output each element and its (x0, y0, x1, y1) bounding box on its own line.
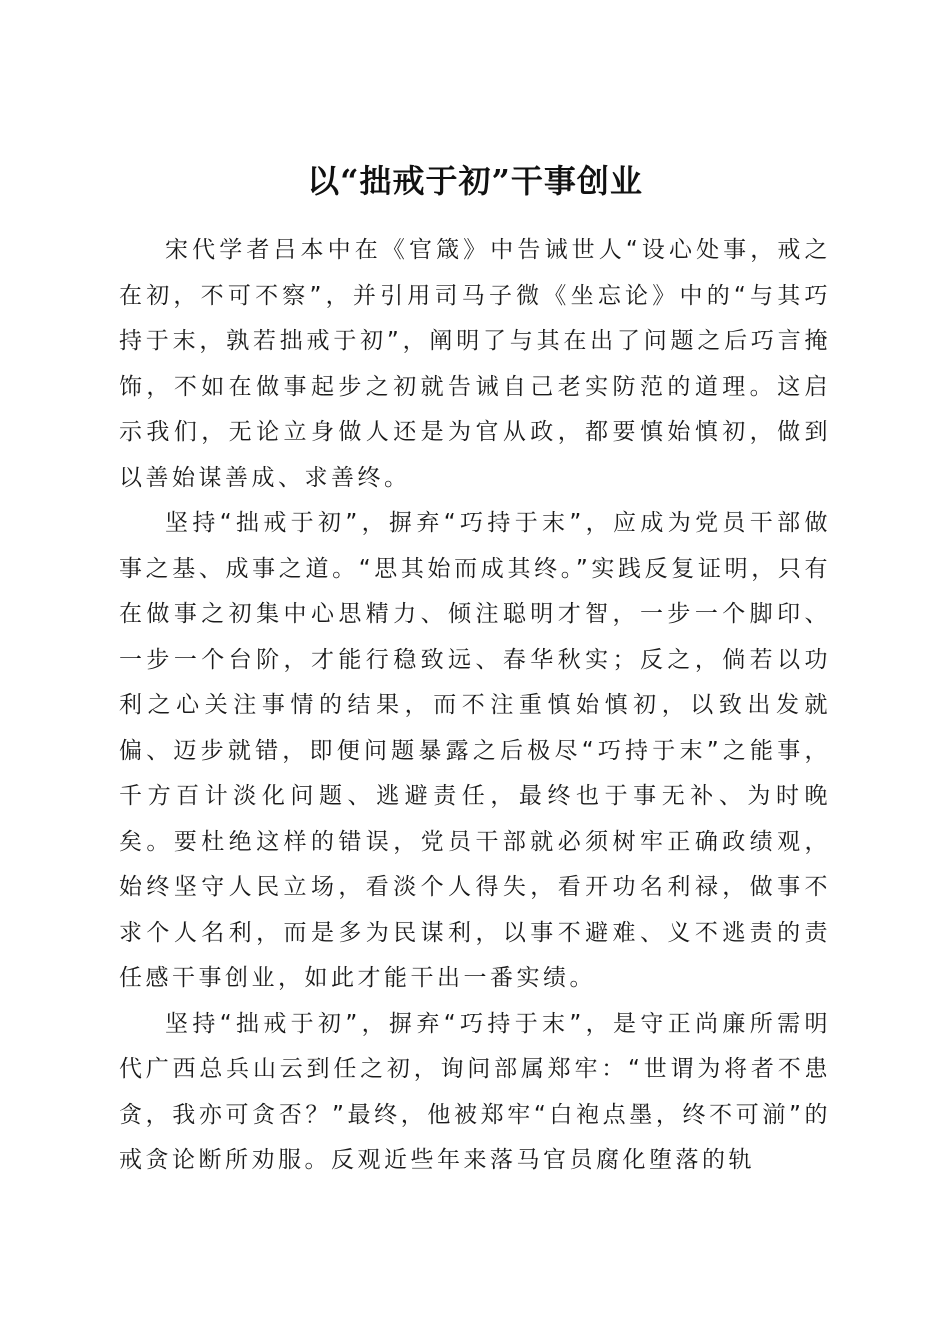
paragraph: 宋代学者吕本中在《官箴》中告诫世人“设心处事，戒之在初，不可不察”，并引用司马子微《坐忘论》中的“与其巧持于末，孰若拙戒于初”，阐明了与其在出了问题之后巧言掩饰，不如在做事起步之初就告诫自己老实防范的道理。这启示我们，无论立身做人还是为官从政，都要慎始慎初，做到以善始谋善成、求善终。 (119, 237, 831, 491)
document-body (119, 228, 831, 1184)
paragraph: 坚持“拙戒于初”，摒弃“巧持于末”，应成为党员干部做事之基、成事之道。“思其始而成其终。”实践反复证明，只有在做事之初集中心思精力、倾注聪明才智，一步一个脚印、一步一个台阶，才能行稳致远、春华秋实；反之，倘若以功利之心关注事情的结果，而不注重慎始慎初，以致出发就偏、迈步就错，即便问题暴露之后极尽“巧持于末”之能事，千方百计淡化问题、逃避责任，最终也于事无补、为时晚矣。要杜绝这样的错误，党员干部就必须树牢正确政绩观，始终坚守人民立场，看淡个人得失，看开功名利禄，做事不求个人名利，而是多为民谋利，以事不避难、义不逃责的责任感干事创业，如此才能干出一番实绩。 (119, 510, 831, 991)
document-title: 以“拙戒于初”干事创业 (307, 162, 643, 201)
paragraph: 坚持“拙戒于初”，摒弃“巧持于末”，是守正尚廉所需明代广西总兵山云到任之初，询问部属郑牢：“世谓为将者不患贪，我亦可贪否？”最终，他被郑牢“白袍点墨，终不可湔”的戒贪论断所劝服。反观近些年来落马官员腐化堕落的轨 (119, 1010, 831, 1173)
